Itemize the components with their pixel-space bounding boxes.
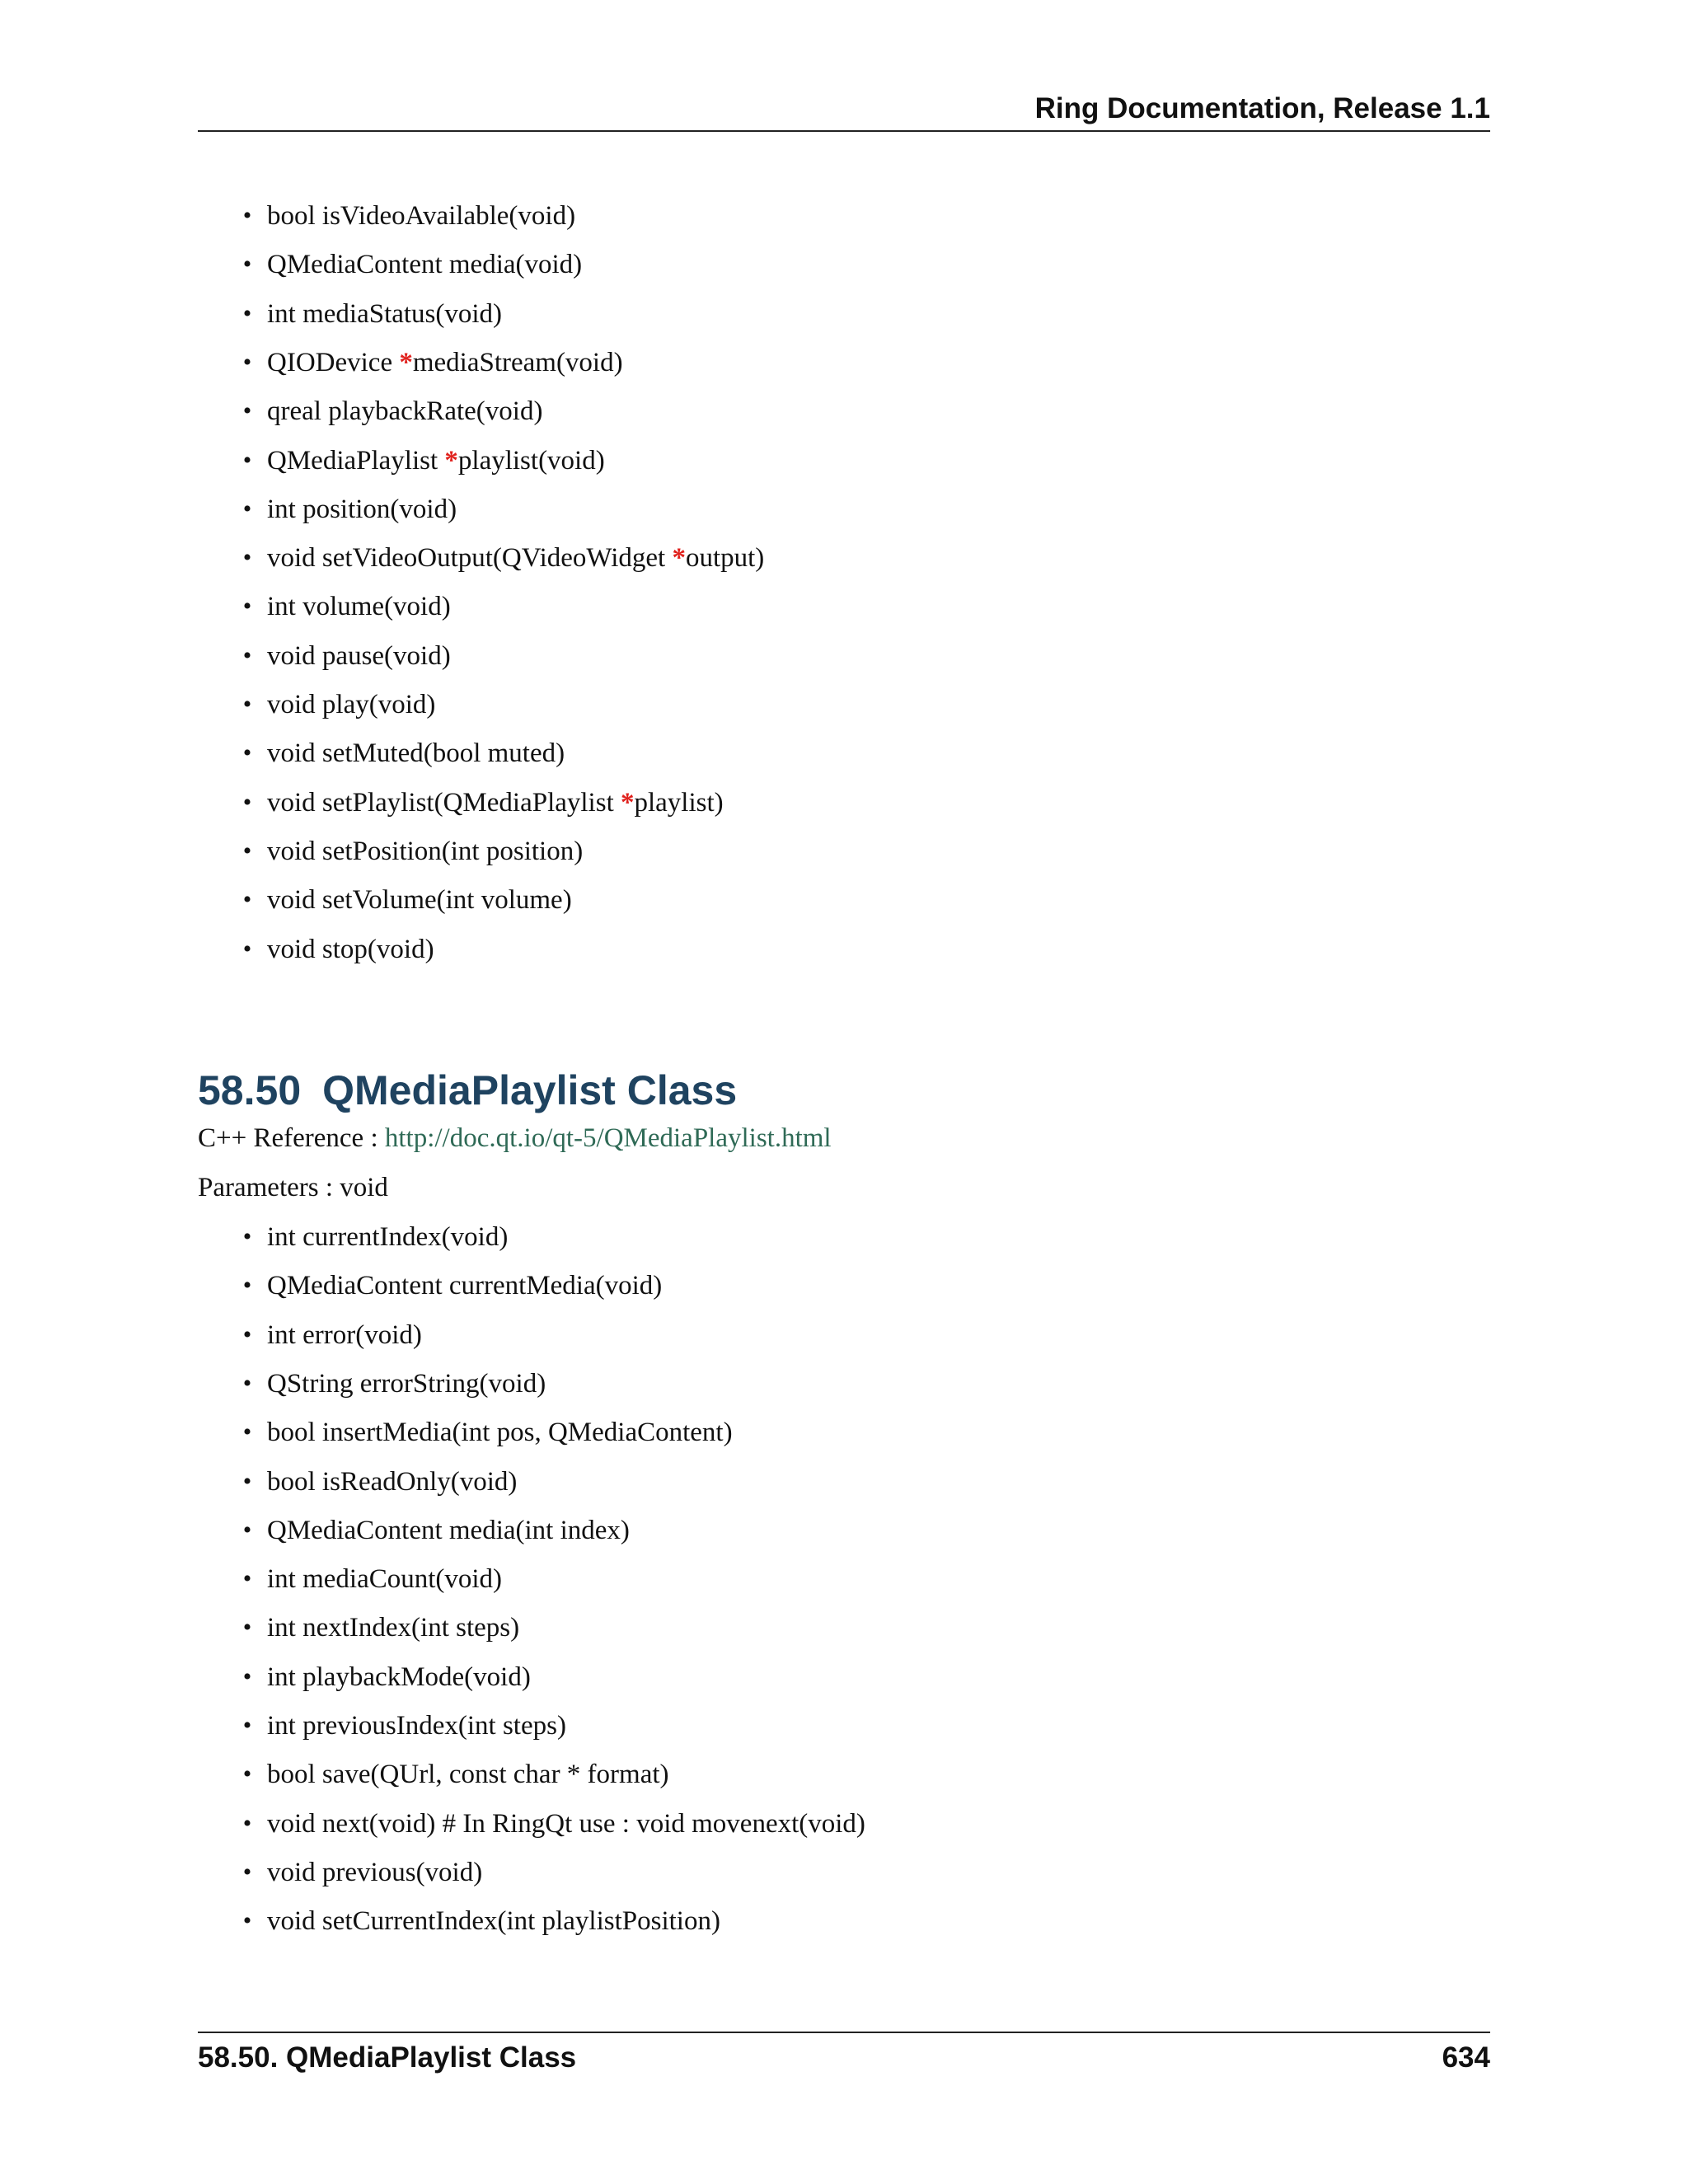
item-text-main: int error(void) (267, 1319, 422, 1350)
bullet-icon: • (242, 691, 252, 718)
bullet-icon: • (242, 1614, 252, 1642)
item-text-main: int currentIndex(void) (267, 1222, 509, 1252)
item-text-main: QString errorString(void) (267, 1368, 546, 1399)
reference-link[interactable]: http://doc.qt.io/qt-5/QMediaPlaylist.html (384, 1123, 832, 1153)
item-text-main: bool isVideoAvailable(void) (267, 201, 576, 231)
item-text-main: void setCurrentIndex(int playlistPosition) (267, 1906, 720, 1937)
item-text-main: QIODevice (267, 347, 400, 377)
item-text-rest: output) (685, 543, 765, 574)
pointer-asterisk: * (399, 347, 413, 377)
bullet-icon: • (242, 446, 252, 474)
parameters-line: Parameters : void (198, 1173, 388, 1202)
item-text-main: int mediaCount(void) (267, 1564, 503, 1595)
bullet-icon: • (242, 788, 252, 816)
bullet-icon: • (242, 1907, 252, 1935)
list-item-text (267, 1758, 669, 1791)
list-item-text (267, 346, 623, 379)
bullet-icon: • (242, 739, 252, 767)
pointer-asterisk: * (444, 445, 458, 476)
cpp-reference (198, 1122, 832, 1155)
bullet-icon: • (242, 348, 252, 376)
list-item-text (267, 1221, 508, 1254)
list-item-text (267, 248, 582, 281)
item-text-main: void play(void) (267, 690, 436, 719)
list-item-text (267, 1563, 502, 1596)
item-text-main: void next(void) # In RingQt use : void movenext(void) (267, 1808, 865, 1839)
item-text-rest: playlist(void) (457, 445, 605, 476)
list-item-text (267, 933, 434, 966)
list-item-text (267, 1611, 519, 1644)
list-item-text (267, 1367, 546, 1400)
item-text-main: void setPosition(int position) (267, 836, 584, 866)
list-item-text (267, 395, 542, 428)
list-item-text (267, 786, 724, 819)
bullet-icon: • (242, 1369, 252, 1397)
item-text-main: int volume(void) (267, 592, 451, 622)
list-item-text (267, 1269, 662, 1302)
bullet-icon: • (242, 1223, 252, 1250)
list-item-text (267, 1416, 733, 1449)
bullet-icon: • (242, 397, 252, 425)
bullet-icon: • (242, 1858, 252, 1886)
bullet-icon: • (242, 593, 252, 621)
bullet-icon: • (242, 251, 252, 279)
list-item-text (267, 1514, 630, 1547)
list-item-text (267, 1661, 531, 1694)
item-text-main: void previous(void) (267, 1857, 483, 1887)
item-text-main: bool insertMedia(int pos, QMediaContent) (267, 1418, 733, 1448)
list-item-text (267, 1807, 865, 1840)
bullet-icon: • (242, 1418, 252, 1446)
page-footer (198, 2032, 1490, 2083)
bullet-icon: • (242, 1662, 252, 1690)
document-title: Ring Documentation, Release 1.1 (1034, 92, 1490, 124)
item-text-main: void pause(void) (267, 640, 451, 671)
item-text-main: QMediaContent currentMedia(void) (267, 1271, 663, 1301)
bullet-icon: • (242, 1809, 252, 1837)
item-text-main: bool isReadOnly(void) (267, 1466, 518, 1497)
item-text-main: void setPlaylist(QMediaPlaylist (267, 787, 621, 818)
bullet-icon: • (242, 886, 252, 914)
bullet-icon: • (242, 202, 252, 229)
reference-label: C++ Reference : (198, 1123, 385, 1153)
item-text-main: int position(void) (267, 494, 457, 524)
item-text-main: void setVideoOutput(QVideoWidget (267, 543, 673, 574)
item-text-main: int mediaStatus(void) (267, 298, 503, 329)
pointer-asterisk: * (620, 787, 635, 818)
item-text-main: void setMuted(bool muted) (267, 738, 565, 769)
item-text-rest: playlist) (634, 787, 724, 818)
item-text-main: void setVolume(int volume) (267, 885, 572, 916)
bullet-icon: • (242, 299, 252, 327)
list-item-text (267, 688, 435, 721)
bullet-icon: • (242, 494, 252, 523)
pointer-asterisk: * (672, 543, 686, 574)
list-item-text (267, 883, 572, 916)
bullet-icon: • (242, 1760, 252, 1788)
list-item-text (267, 1319, 422, 1352)
item-text-main: QMediaPlaylist (267, 445, 445, 476)
bullet-icon: • (242, 1565, 252, 1593)
footer-section: 58.50. QMediaPlaylist Class (198, 2041, 577, 2074)
list-item-text (267, 737, 565, 770)
item-text-main: int nextIndex(int steps) (267, 1613, 520, 1643)
item-text-main: QMediaContent media(void) (267, 250, 583, 280)
page-header (198, 89, 1490, 132)
list-item-text (267, 493, 457, 526)
list-item-text (267, 1709, 566, 1742)
bullet-icon: • (242, 1320, 252, 1348)
bullet-icon: • (242, 1712, 252, 1739)
item-text-main: void stop(void) (267, 934, 434, 964)
bullet-icon: • (242, 837, 252, 865)
item-text-main: bool save(QUrl, const char * format) (267, 1760, 669, 1790)
item-text-main: qreal playbackRate(void) (267, 396, 543, 427)
bullet-icon: • (242, 544, 252, 572)
list-item-text (267, 835, 583, 868)
bullet-icon: • (242, 1516, 252, 1544)
list-item-text (267, 1465, 517, 1498)
list-item-text (267, 541, 764, 574)
list-item-text (267, 1856, 482, 1889)
section-title: QMediaPlaylist Class (322, 1066, 738, 1113)
bullet-icon: • (242, 641, 252, 669)
item-text-main: QMediaContent media(int index) (267, 1515, 630, 1545)
page-number: 634 (1442, 2041, 1490, 2074)
list-item-text (267, 590, 451, 623)
item-text-rest: mediaStream(void) (412, 347, 623, 377)
list-item-text (267, 444, 605, 477)
list-item-text (267, 298, 502, 330)
bullet-icon: • (242, 935, 252, 963)
bullet-icon: • (242, 1272, 252, 1300)
item-text-main: int playbackMode(void) (267, 1661, 531, 1692)
section-heading (198, 1066, 737, 1114)
list-item-text (267, 640, 451, 673)
list-item-text (267, 1905, 720, 1938)
bullet-icon: • (242, 1467, 252, 1495)
section-number: 58.50 (198, 1066, 302, 1113)
list-item-text (267, 199, 575, 232)
item-text-main: int previousIndex(int steps) (267, 1711, 566, 1741)
